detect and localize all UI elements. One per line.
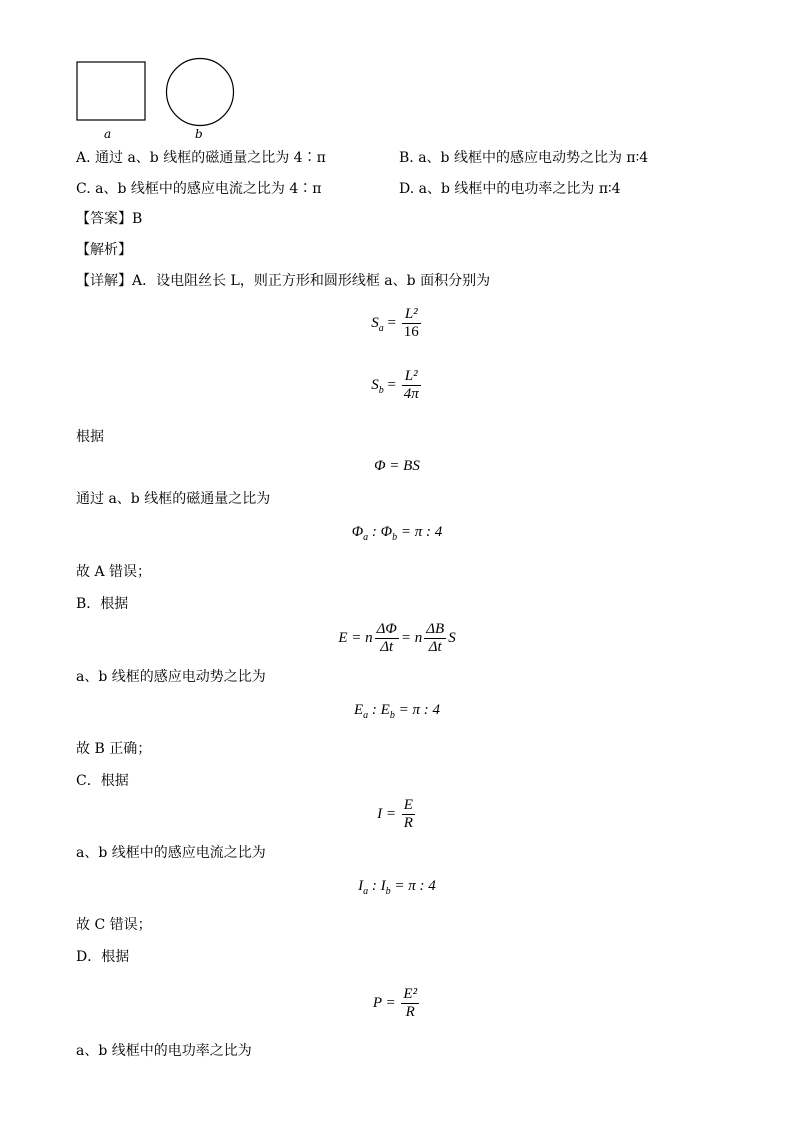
equation-emf-ratio: $E_a$ : $E_b = \pi$ : 4 — [354, 702, 440, 721]
b-right-line: 故 B 正确； — [76, 741, 152, 757]
eq-sa-num: L² — [402, 306, 421, 324]
equation-current: I = $\frac{E}{R}$ — [377, 797, 413, 831]
emf-ratio-line: a、b 线框的感应电动势之比为 — [76, 669, 266, 685]
c-basis-line: C．根据 — [76, 773, 129, 789]
option-a: A. 通过 a、b 线框的磁通量之比为 4∶π — [76, 150, 326, 166]
square-frame-a — [77, 62, 145, 120]
equation-emf: E = n $\frac{\Delta\Phi}{\Delta t}$ = n $\frac{\Delta B}{\Delta t}$ S — [338, 621, 456, 655]
b-basis-line: B．根据 — [76, 596, 129, 612]
figure-label-a: a — [104, 127, 112, 141]
detail-line: 【详解】A．设电阻丝长 L，则正方形和圆形线框 a、b 面积分别为 — [76, 273, 491, 289]
a-wrong-line: 故 A 错误； — [76, 564, 152, 580]
option-c: C. a、b 线框中的感应电流之比为 4∶π — [76, 181, 322, 197]
analysis-heading: 【解析】 — [76, 242, 132, 258]
d-basis-line: D．根据 — [76, 949, 130, 965]
eq-sa-den: 16 — [403, 324, 419, 340]
basis-line-1: 根据 — [76, 429, 104, 445]
equation-flux: Φ = BS — [374, 458, 420, 474]
current-ratio-line: a、b 线框中的感应电流之比为 — [76, 845, 266, 861]
equation-area-b: $S_b$ = $\frac{\text{L²}}{4\pi}$ — [371, 368, 419, 402]
figure-label-b: b — [195, 127, 203, 141]
eq-sb-num: L² — [402, 368, 421, 386]
equation-current-ratio: $I_a$ : $I_b = \pi$ : 4 — [358, 878, 436, 897]
eq-sb-sub: b — [378, 384, 384, 396]
answer-line: 【答案】B — [76, 211, 143, 227]
option-b: B. a、b 线框中的感应电动势之比为 π∶4 — [399, 150, 649, 166]
equation-area-a: $S_a$ = $\frac{\text{L²}}{16}$ — [371, 306, 419, 340]
equation-flux-ratio: $\Phi_a$ : $\Phi_b = \pi$ : 4 — [351, 524, 443, 543]
eq-sb-lhs: S — [371, 376, 379, 393]
circle-frame-b — [167, 59, 234, 126]
eq-sa-sub: a — [378, 322, 384, 334]
eq-sa-lhs: S — [371, 314, 379, 331]
power-ratio-line: a、b 线框中的电功率之比为 — [76, 1043, 252, 1059]
frame-figure — [70, 54, 250, 144]
option-d: D. a、b 线框中的电功率之比为 π∶4 — [399, 181, 621, 197]
c-wrong-line: 故 C 错误； — [76, 917, 152, 933]
equation-power: P = $\frac{\text{E²}}{R}$ — [372, 986, 418, 1020]
eq-sb-den: 4π — [403, 386, 419, 402]
flux-ratio-line: 通过 a、b 线框的磁通量之比为 — [76, 491, 271, 507]
